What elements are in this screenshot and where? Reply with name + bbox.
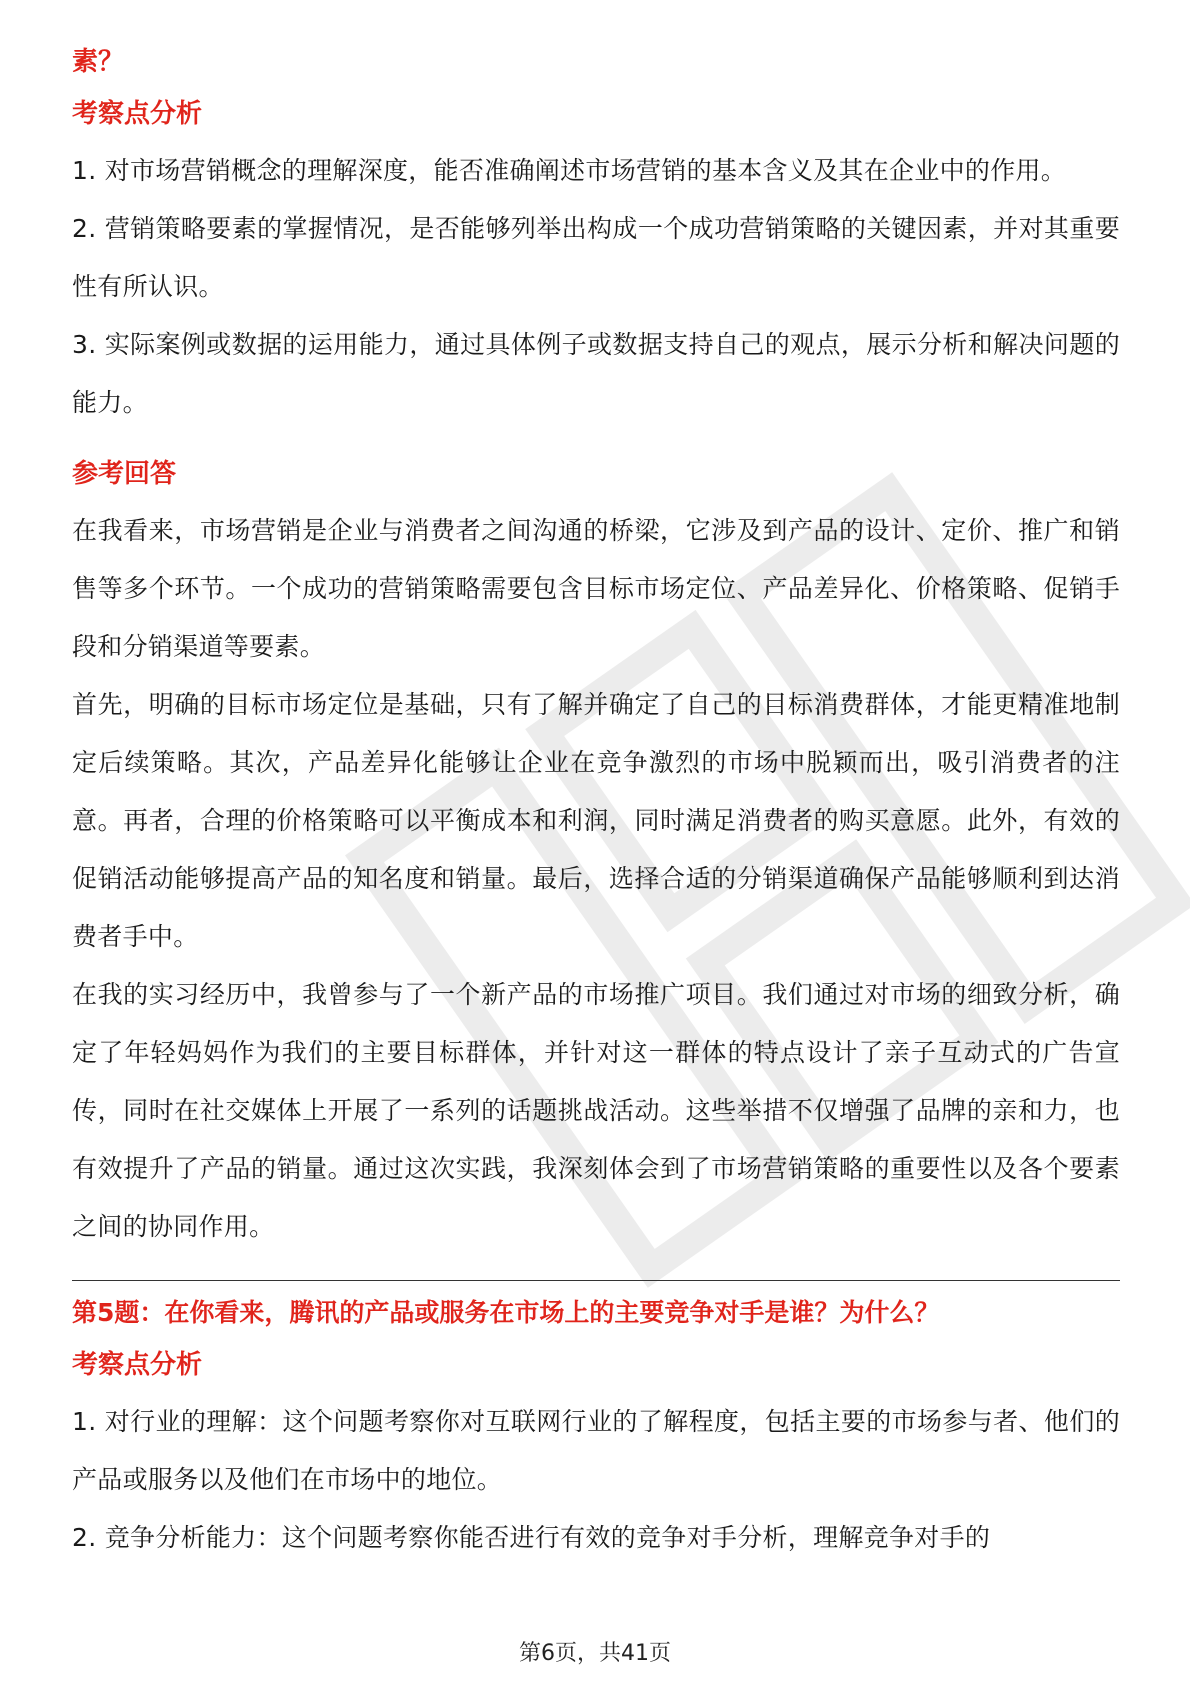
question-continuation: 素？ bbox=[72, 47, 125, 77]
analysis-point: 1. 对市场营销概念的理解深度，能否准确阐述市场营销的基本含义及其在企业中的作用。 bbox=[72, 156, 1067, 185]
analysis-point: 2. 营销策略要素的掌握情况，是否能够列举出构成一个成功营销策略的关键因素，并对其重要性有所认识。 bbox=[72, 214, 1120, 301]
answer-paragraph: 首先，明确的目标市场定位是基础，只有了解并确定了自己的目标消费群体，才能更精准地制定后续策略。其次，产品差异化能够让企业在竞争激烈的市场中脱颖而出，吸引消费者的注意。再者，合理的价格策略可以平衡成本和利润，同时满足消费者的购买意愿。此外，有效的促销活动能够提高产品的知名度和销量。最后，选择合适的分销渠道确保产品能够顺利到达消费者手中。 bbox=[72, 690, 1120, 951]
analysis-title: 考察点分析 bbox=[72, 99, 203, 129]
analysis-point: 3. 实际案例或数据的运用能力，通过具体例子或数据支持自己的观点，展示分析和解决问题的能力。 bbox=[72, 330, 1120, 417]
answer-title: 参考回答 bbox=[72, 459, 177, 489]
page-footer: 第6页，共41页 bbox=[519, 1641, 671, 1666]
analysis-point: 2. 竞争分析能力：这个问题考察你能否进行有效的竞争对手分析，理解竞争对手的 bbox=[72, 1523, 991, 1552]
answer-paragraph: 在我的实习经历中，我曾参与了一个新产品的市场推广项目。我们通过对市场的细致分析，确定了年轻妈妈作为我们的主要目标群体，并针对这一群体的特点设计了亲子互动式的广告宣传，同时在社交媒体上开展了一系列的话题挑战活动。这些举措不仅增强了品牌的亲和力，也有效提升了产品的销量。通过这次实践，我深刻体会到了市场营销策略的重要性以及各个要素之间的协同作用。 bbox=[72, 980, 1120, 1241]
answer-paragraph: 在我看来，市场营销是企业与消费者之间沟通的桥梁，它涉及到产品的设计、定价、推广和销售等多个环节。一个成功的营销策略需要包含目标市场定位、产品差异化、价格策略、促销手段和分销渠道等要素。 bbox=[72, 516, 1120, 661]
analysis-point: 1. 对行业的理解：这个问题考察你对互联网行业的了解程度，包括主要的市场参与者、他们的产品或服务以及他们在市场中的地位。 bbox=[72, 1407, 1120, 1494]
document-page bbox=[72, 40, 1120, 1567]
analysis-title: 考察点分析 bbox=[72, 1350, 203, 1380]
question-title: 第5题：在你看来，腾讯的产品或服务在市场上的主要竞争对手是谁？为什么？ bbox=[72, 1298, 940, 1327]
section-divider bbox=[72, 1280, 1120, 1281]
